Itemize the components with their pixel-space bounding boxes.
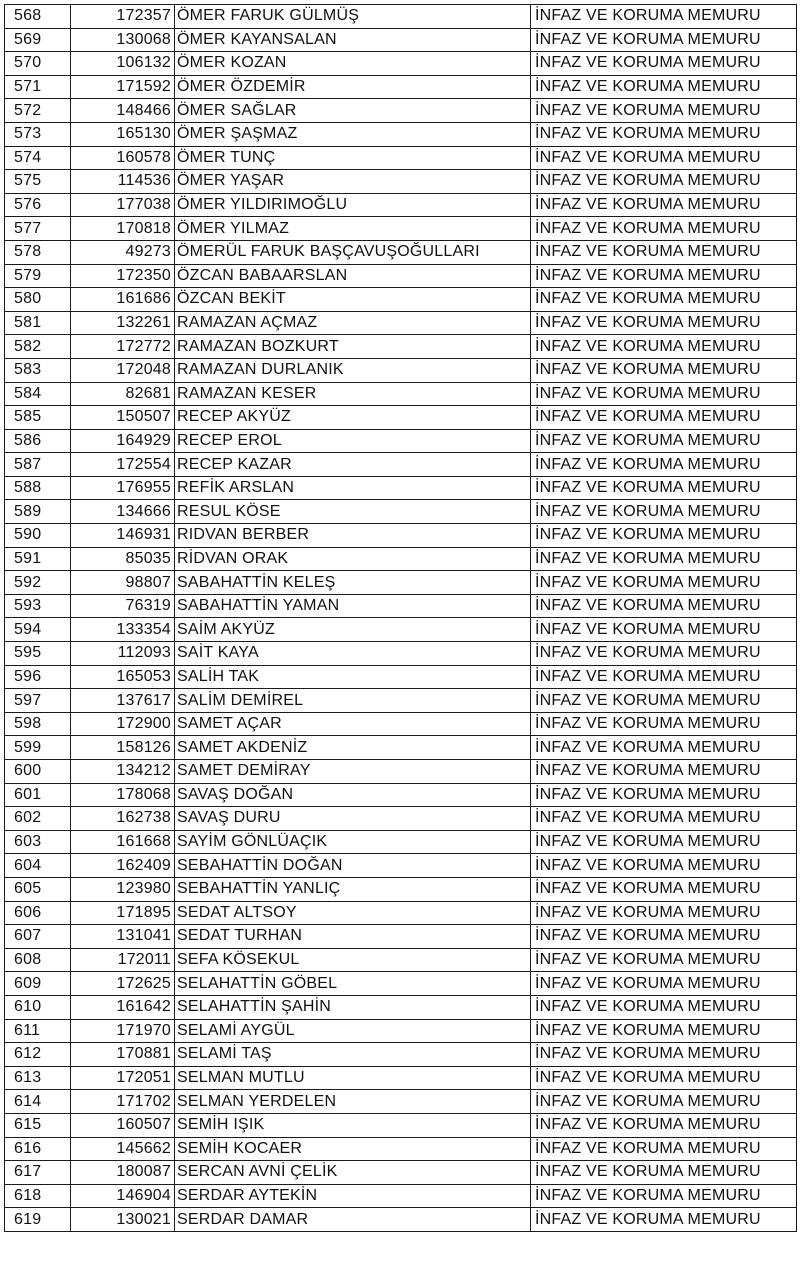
row-number-cell: 615 [5,1113,71,1137]
registry-number-cell: 76319 [71,594,175,618]
job-title-cell: İNFAZ VE KORUMA MEMURU [531,500,797,524]
job-title-cell: İNFAZ VE KORUMA MEMURU [531,429,797,453]
job-title-cell: İNFAZ VE KORUMA MEMURU [531,783,797,807]
row-number-cell: 605 [5,877,71,901]
full-name-cell: SAMET AKDENİZ [175,736,531,760]
job-title-cell: İNFAZ VE KORUMA MEMURU [531,240,797,264]
row-number-cell: 606 [5,901,71,925]
full-name-cell: SAVAŞ DOĞAN [175,783,531,807]
full-name-cell: ÖMER ŞAŞMAZ [175,122,531,146]
table-row [5,830,797,854]
table-row [5,28,797,52]
table-row [5,689,797,713]
registry-number-cell: 160578 [71,146,175,170]
full-name-cell: RECEP EROL [175,429,531,453]
table-row [5,1090,797,1114]
job-title-cell: İNFAZ VE KORUMA MEMURU [531,1090,797,1114]
table-row [5,901,797,925]
row-number-cell: 617 [5,1161,71,1185]
table-row [5,571,797,595]
registry-number-cell: 161642 [71,995,175,1019]
row-number-cell: 610 [5,995,71,1019]
registry-number-cell: 146931 [71,524,175,548]
row-number-cell: 591 [5,547,71,571]
row-number-cell: 595 [5,642,71,666]
registry-number-cell: 98807 [71,571,175,595]
full-name-cell: SAİM AKYÜZ [175,618,531,642]
job-title-cell: İNFAZ VE KORUMA MEMURU [531,1019,797,1043]
row-number-cell: 594 [5,618,71,642]
registry-number-cell: 82681 [71,382,175,406]
table-row [5,122,797,146]
registry-number-cell: 112093 [71,642,175,666]
row-number-cell: 604 [5,854,71,878]
registry-number-cell: 132261 [71,311,175,335]
job-title-cell: İNFAZ VE KORUMA MEMURU [531,122,797,146]
job-title-cell: İNFAZ VE KORUMA MEMURU [531,193,797,217]
row-number-cell: 584 [5,382,71,406]
job-title-cell: İNFAZ VE KORUMA MEMURU [531,689,797,713]
job-title-cell: İNFAZ VE KORUMA MEMURU [531,594,797,618]
job-title-cell: İNFAZ VE KORUMA MEMURU [531,1066,797,1090]
table-row [5,712,797,736]
table-row [5,736,797,760]
registry-number-cell: 178068 [71,783,175,807]
table-row [5,783,797,807]
full-name-cell: ÖMER YAŞAR [175,170,531,194]
row-number-cell: 580 [5,288,71,312]
registry-number-cell: 172048 [71,358,175,382]
registry-number-cell: 170818 [71,217,175,241]
job-title-cell: İNFAZ VE KORUMA MEMURU [531,571,797,595]
registry-number-cell: 137617 [71,689,175,713]
table-row [5,170,797,194]
row-number-cell: 569 [5,28,71,52]
registry-number-cell: 171702 [71,1090,175,1114]
full-name-cell: ÖMER FARUK GÜLMÜŞ [175,5,531,29]
full-name-cell: SEBAHATTİN DOĞAN [175,854,531,878]
registry-number-cell: 130021 [71,1208,175,1232]
job-title-cell: İNFAZ VE KORUMA MEMURU [531,901,797,925]
full-name-cell: SEMİH IŞIK [175,1113,531,1137]
registry-number-cell: 161668 [71,830,175,854]
row-number-cell: 619 [5,1208,71,1232]
row-number-cell: 582 [5,335,71,359]
table-row [5,877,797,901]
full-name-cell: SEDAT TURHAN [175,925,531,949]
registry-number-cell: 176955 [71,476,175,500]
row-number-cell: 611 [5,1019,71,1043]
table-row [5,99,797,123]
registry-number-cell: 131041 [71,925,175,949]
row-number-cell: 575 [5,170,71,194]
full-name-cell: ÖMER ÖZDEMİR [175,75,531,99]
row-number-cell: 568 [5,5,71,29]
job-title-cell: İNFAZ VE KORUMA MEMURU [531,406,797,430]
full-name-cell: REFİK ARSLAN [175,476,531,500]
job-title-cell: İNFAZ VE KORUMA MEMURU [531,1113,797,1137]
registry-number-cell: 158126 [71,736,175,760]
table-row [5,240,797,264]
job-title-cell: İNFAZ VE KORUMA MEMURU [531,52,797,76]
table-row [5,1208,797,1232]
full-name-cell: SEFA KÖSEKUL [175,948,531,972]
table-row [5,75,797,99]
job-title-cell: İNFAZ VE KORUMA MEMURU [531,760,797,784]
full-name-cell: ÖZCAN BABAARSLAN [175,264,531,288]
table-row [5,524,797,548]
registry-number-cell: 172357 [71,5,175,29]
job-title-cell: İNFAZ VE KORUMA MEMURU [531,665,797,689]
row-number-cell: 587 [5,453,71,477]
full-name-cell: RECEP KAZAR [175,453,531,477]
row-number-cell: 598 [5,712,71,736]
full-name-cell: RIDVAN BERBER [175,524,531,548]
registry-number-cell: 172350 [71,264,175,288]
full-name-cell: SALİH TAK [175,665,531,689]
full-name-cell: ÖMER YILDIRIMOĞLU [175,193,531,217]
personnel-table [4,4,797,1232]
full-name-cell: SELMAN MUTLU [175,1066,531,1090]
table-row [5,52,797,76]
registry-number-cell: 133354 [71,618,175,642]
full-name-cell: RAMAZAN AÇMAZ [175,311,531,335]
registry-number-cell: 172051 [71,1066,175,1090]
job-title-cell: İNFAZ VE KORUMA MEMURU [531,524,797,548]
registry-number-cell: 161686 [71,288,175,312]
job-title-cell: İNFAZ VE KORUMA MEMURU [531,217,797,241]
row-number-cell: 588 [5,476,71,500]
full-name-cell: ÖMER TUNÇ [175,146,531,170]
row-number-cell: 577 [5,217,71,241]
job-title-cell: İNFAZ VE KORUMA MEMURU [531,453,797,477]
full-name-cell: SERDAR DAMAR [175,1208,531,1232]
row-number-cell: 608 [5,948,71,972]
job-title-cell: İNFAZ VE KORUMA MEMURU [531,547,797,571]
row-number-cell: 571 [5,75,71,99]
table-row [5,642,797,666]
full-name-cell: SERCAN AVNİ ÇELİK [175,1161,531,1185]
job-title-cell: İNFAZ VE KORUMA MEMURU [531,807,797,831]
table-row [5,1066,797,1090]
job-title-cell: İNFAZ VE KORUMA MEMURU [531,1161,797,1185]
table-row [5,925,797,949]
row-number-cell: 600 [5,760,71,784]
table-row [5,854,797,878]
registry-number-cell: 172900 [71,712,175,736]
registry-number-cell: 134666 [71,500,175,524]
full-name-cell: SELAMİ TAŞ [175,1043,531,1067]
job-title-cell: İNFAZ VE KORUMA MEMURU [531,1043,797,1067]
table-body [5,5,797,1232]
table-row [5,476,797,500]
job-title-cell: İNFAZ VE KORUMA MEMURU [531,146,797,170]
table-row [5,5,797,29]
registry-number-cell: 162738 [71,807,175,831]
row-number-cell: 618 [5,1184,71,1208]
row-number-cell: 574 [5,146,71,170]
document-page [4,4,796,1272]
registry-number-cell: 171970 [71,1019,175,1043]
row-number-cell: 590 [5,524,71,548]
registry-number-cell: 150507 [71,406,175,430]
table-row [5,288,797,312]
full-name-cell: RİDVAN ORAK [175,547,531,571]
job-title-cell: İNFAZ VE KORUMA MEMURU [531,476,797,500]
registry-number-cell: 180087 [71,1161,175,1185]
registry-number-cell: 171895 [71,901,175,925]
full-name-cell: ÖMER KAYANSALAN [175,28,531,52]
full-name-cell: SAMET AÇAR [175,712,531,736]
job-title-cell: İNFAZ VE KORUMA MEMURU [531,170,797,194]
full-name-cell: RESUL KÖSE [175,500,531,524]
registry-number-cell: 106132 [71,52,175,76]
registry-number-cell: 164929 [71,429,175,453]
row-number-cell: 585 [5,406,71,430]
registry-number-cell: 49273 [71,240,175,264]
job-title-cell: İNFAZ VE KORUMA MEMURU [531,382,797,406]
row-number-cell: 572 [5,99,71,123]
job-title-cell: İNFAZ VE KORUMA MEMURU [531,1184,797,1208]
row-number-cell: 596 [5,665,71,689]
full-name-cell: SAYİM GÖNLÜAÇIK [175,830,531,854]
table-row [5,382,797,406]
full-name-cell: RAMAZAN KESER [175,382,531,406]
table-row [5,618,797,642]
job-title-cell: İNFAZ VE KORUMA MEMURU [531,1137,797,1161]
registry-number-cell: 123980 [71,877,175,901]
job-title-cell: İNFAZ VE KORUMA MEMURU [531,925,797,949]
registry-number-cell: 85035 [71,547,175,571]
table-row [5,264,797,288]
table-row [5,146,797,170]
full-name-cell: ÖMER YILMAZ [175,217,531,241]
row-number-cell: 612 [5,1043,71,1067]
table-row [5,665,797,689]
table-row [5,807,797,831]
job-title-cell: İNFAZ VE KORUMA MEMURU [531,830,797,854]
full-name-cell: SAİT KAYA [175,642,531,666]
table-row [5,1019,797,1043]
registry-number-cell: 162409 [71,854,175,878]
full-name-cell: RECEP AKYÜZ [175,406,531,430]
registry-number-cell: 165053 [71,665,175,689]
table-row [5,972,797,996]
job-title-cell: İNFAZ VE KORUMA MEMURU [531,736,797,760]
table-row [5,453,797,477]
row-number-cell: 586 [5,429,71,453]
row-number-cell: 616 [5,1137,71,1161]
row-number-cell: 583 [5,358,71,382]
table-row [5,948,797,972]
job-title-cell: İNFAZ VE KORUMA MEMURU [531,5,797,29]
table-row [5,995,797,1019]
job-title-cell: İNFAZ VE KORUMA MEMURU [531,311,797,335]
registry-number-cell: 130068 [71,28,175,52]
job-title-cell: İNFAZ VE KORUMA MEMURU [531,1208,797,1232]
full-name-cell: SELAHATTİN ŞAHİN [175,995,531,1019]
job-title-cell: İNFAZ VE KORUMA MEMURU [531,358,797,382]
full-name-cell: SEBAHATTİN YANLIÇ [175,877,531,901]
table-row [5,335,797,359]
table-row [5,429,797,453]
job-title-cell: İNFAZ VE KORUMA MEMURU [531,972,797,996]
table-row [5,1113,797,1137]
full-name-cell: SABAHATTİN YAMAN [175,594,531,618]
table-row [5,406,797,430]
registry-number-cell: 146904 [71,1184,175,1208]
job-title-cell: İNFAZ VE KORUMA MEMURU [531,995,797,1019]
registry-number-cell: 172772 [71,335,175,359]
registry-number-cell: 134212 [71,760,175,784]
job-title-cell: İNFAZ VE KORUMA MEMURU [531,288,797,312]
row-number-cell: 573 [5,122,71,146]
table-row [5,1184,797,1208]
job-title-cell: İNFAZ VE KORUMA MEMURU [531,264,797,288]
job-title-cell: İNFAZ VE KORUMA MEMURU [531,948,797,972]
registry-number-cell: 172011 [71,948,175,972]
full-name-cell: SALİM DEMİREL [175,689,531,713]
row-number-cell: 614 [5,1090,71,1114]
row-number-cell: 602 [5,807,71,831]
registry-number-cell: 171592 [71,75,175,99]
full-name-cell: RAMAZAN BOZKURT [175,335,531,359]
table-row [5,594,797,618]
table-row [5,500,797,524]
row-number-cell: 599 [5,736,71,760]
job-title-cell: İNFAZ VE KORUMA MEMURU [531,618,797,642]
job-title-cell: İNFAZ VE KORUMA MEMURU [531,335,797,359]
registry-number-cell: 160507 [71,1113,175,1137]
job-title-cell: İNFAZ VE KORUMA MEMURU [531,877,797,901]
full-name-cell: SERDAR AYTEKİN [175,1184,531,1208]
job-title-cell: İNFAZ VE KORUMA MEMURU [531,712,797,736]
row-number-cell: 607 [5,925,71,949]
row-number-cell: 570 [5,52,71,76]
row-number-cell: 589 [5,500,71,524]
registry-number-cell: 177038 [71,193,175,217]
full-name-cell: RAMAZAN DURLANIK [175,358,531,382]
table-row [5,358,797,382]
registry-number-cell: 145662 [71,1137,175,1161]
job-title-cell: İNFAZ VE KORUMA MEMURU [531,642,797,666]
table-row [5,217,797,241]
row-number-cell: 601 [5,783,71,807]
full-name-cell: SAMET DEMİRAY [175,760,531,784]
table-row [5,1161,797,1185]
full-name-cell: SAVAŞ DURU [175,807,531,831]
job-title-cell: İNFAZ VE KORUMA MEMURU [531,28,797,52]
full-name-cell: SELMAN YERDELEN [175,1090,531,1114]
registry-number-cell: 114536 [71,170,175,194]
full-name-cell: ÖMER SAĞLAR [175,99,531,123]
full-name-cell: SABAHATTİN KELEŞ [175,571,531,595]
full-name-cell: SEDAT ALTSOY [175,901,531,925]
table-row [5,1043,797,1067]
full-name-cell: ÖMER KOZAN [175,52,531,76]
table-row [5,311,797,335]
row-number-cell: 592 [5,571,71,595]
table-row [5,547,797,571]
registry-number-cell: 172554 [71,453,175,477]
row-number-cell: 581 [5,311,71,335]
row-number-cell: 578 [5,240,71,264]
row-number-cell: 603 [5,830,71,854]
full-name-cell: ÖZCAN BEKİT [175,288,531,312]
job-title-cell: İNFAZ VE KORUMA MEMURU [531,99,797,123]
full-name-cell: SEMİH KOCAER [175,1137,531,1161]
registry-number-cell: 172625 [71,972,175,996]
row-number-cell: 609 [5,972,71,996]
job-title-cell: İNFAZ VE KORUMA MEMURU [531,854,797,878]
full-name-cell: SELAMİ AYGÜL [175,1019,531,1043]
row-number-cell: 593 [5,594,71,618]
registry-number-cell: 148466 [71,99,175,123]
table-row [5,1137,797,1161]
job-title-cell: İNFAZ VE KORUMA MEMURU [531,75,797,99]
table-row [5,193,797,217]
row-number-cell: 597 [5,689,71,713]
registry-number-cell: 170881 [71,1043,175,1067]
row-number-cell: 579 [5,264,71,288]
full-name-cell: SELAHATTİN GÖBEL [175,972,531,996]
table-row [5,760,797,784]
registry-number-cell: 165130 [71,122,175,146]
full-name-cell: ÖMERÜL FARUK BAŞÇAVUŞOĞULLARI [175,240,531,264]
row-number-cell: 613 [5,1066,71,1090]
row-number-cell: 576 [5,193,71,217]
